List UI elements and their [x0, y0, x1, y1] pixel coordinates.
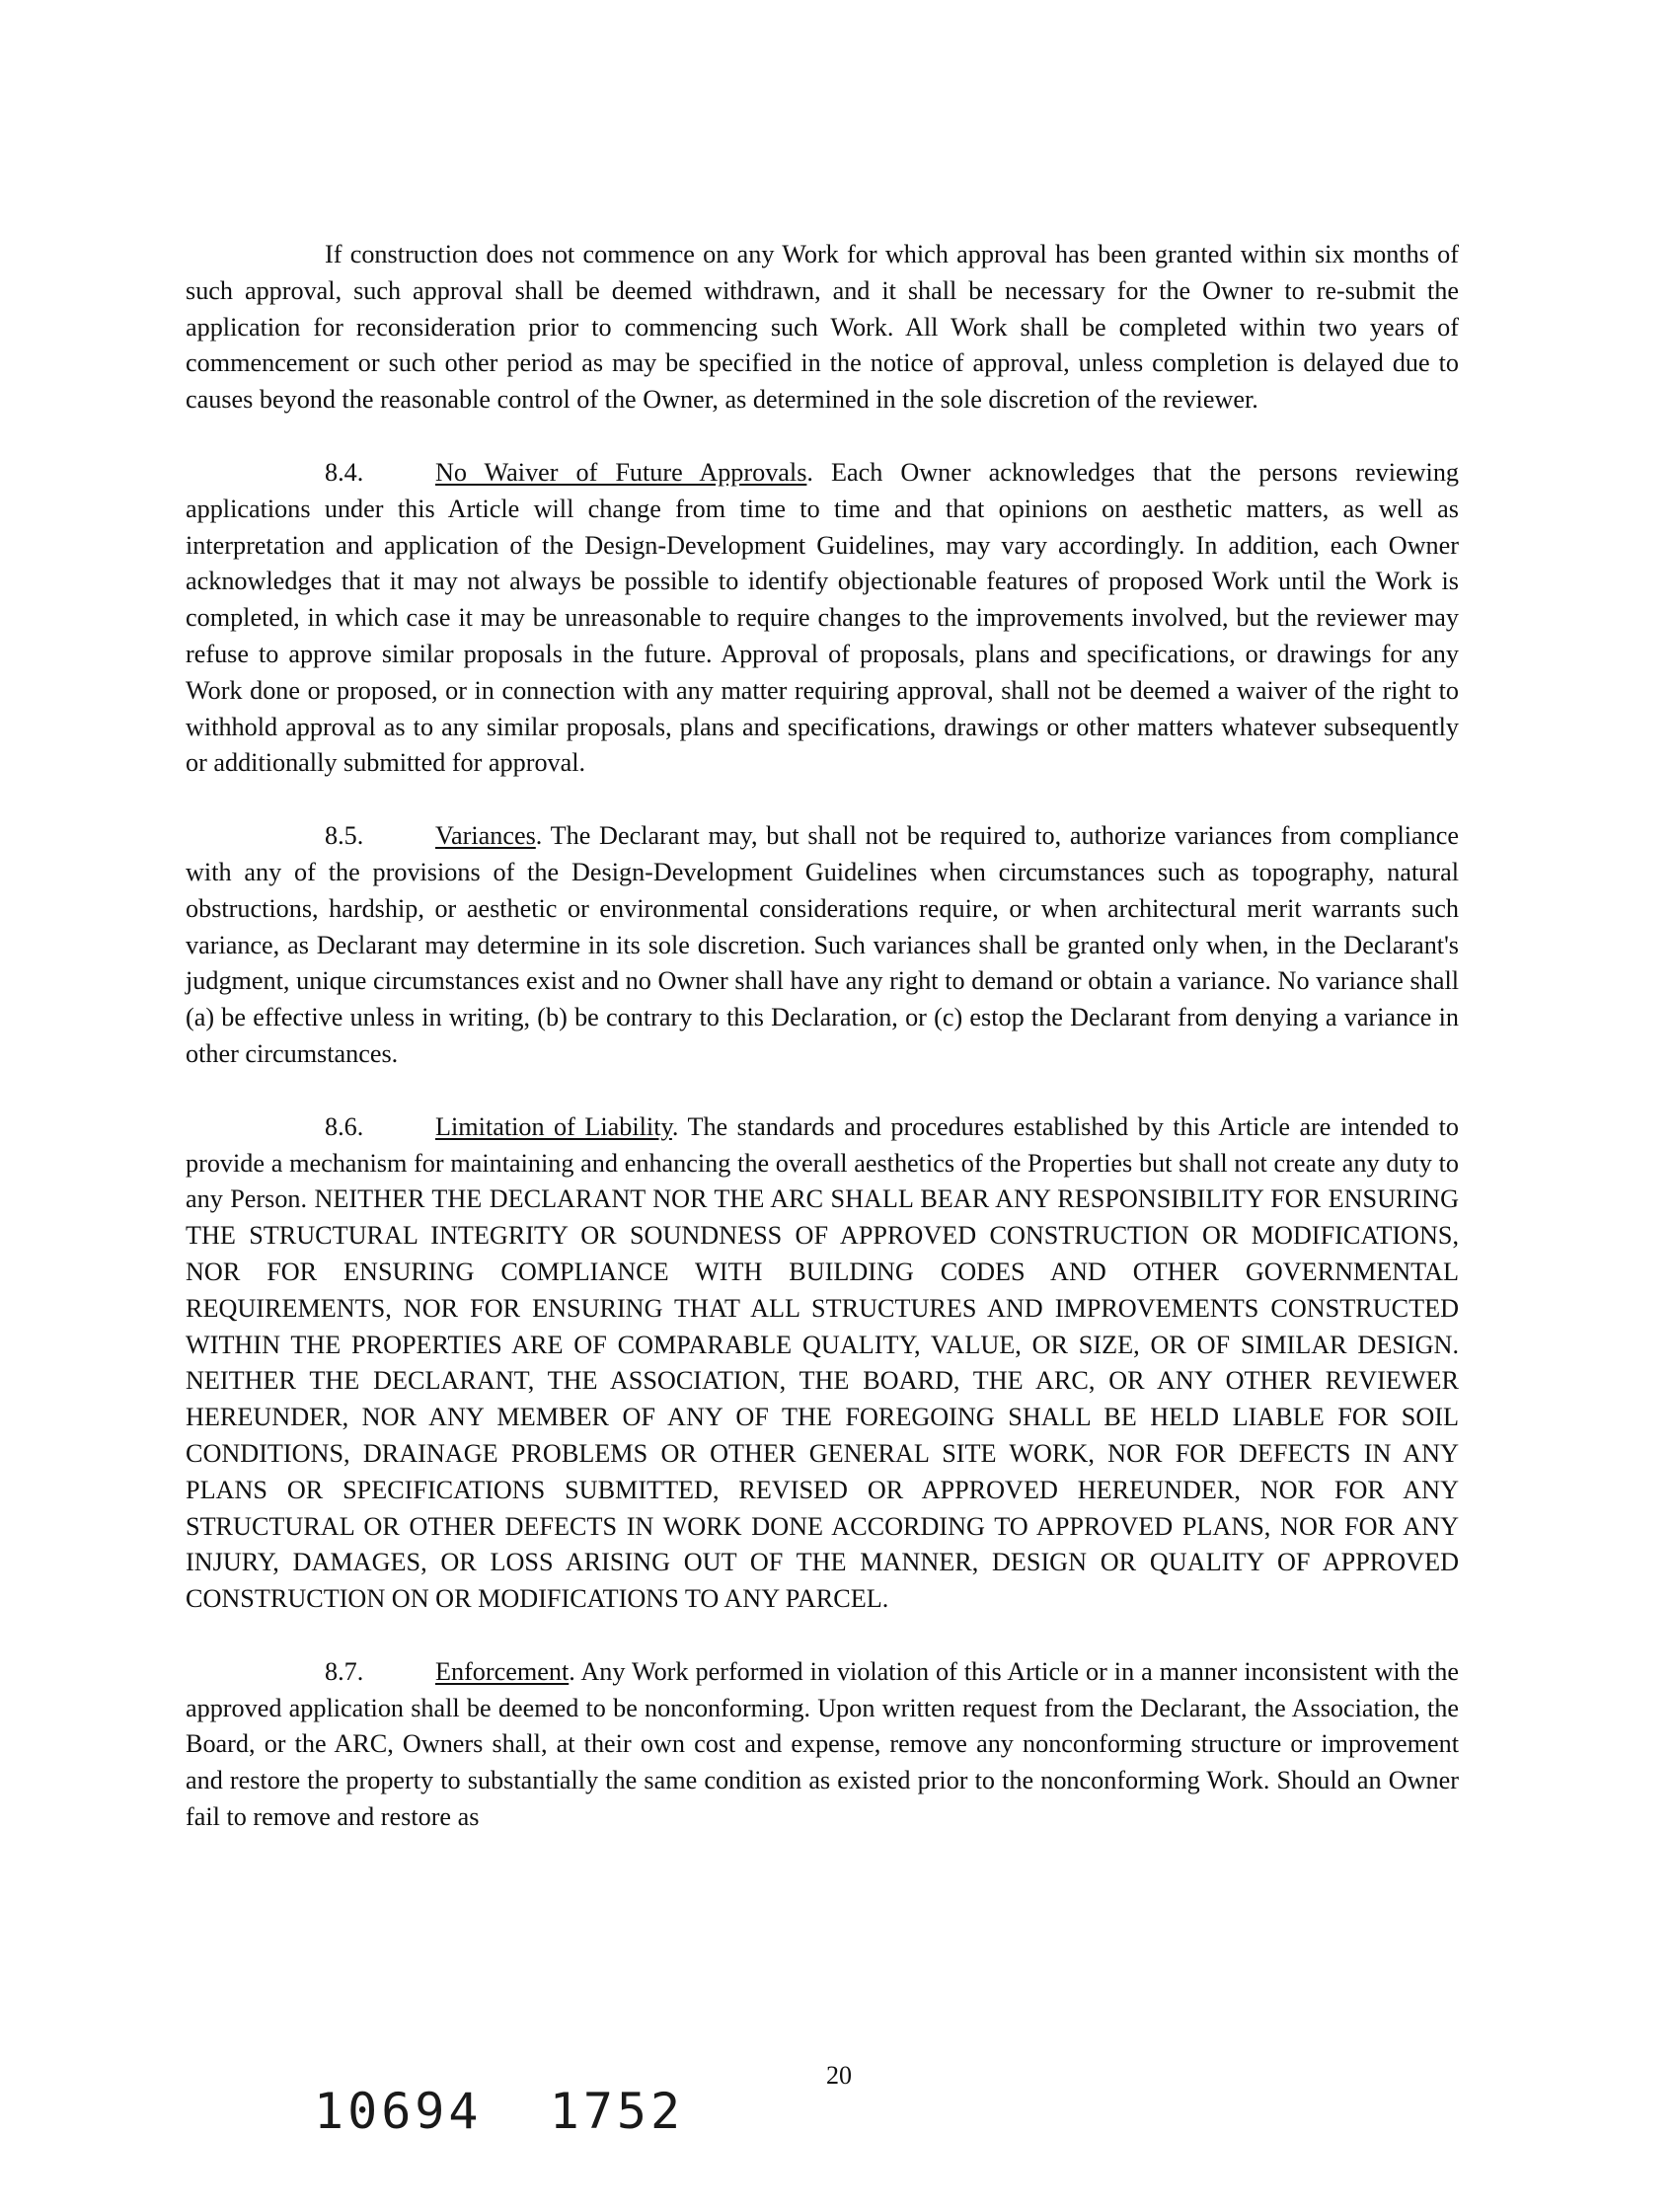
section-text: . Any Work performed in violation of this Article or in a manner inconsistent with the approved application shall be deemed to be nonconforming. Upon written request from the Declarant, the Association, the Board, or the ARC, Owners shall, at their own cost and expense, remove any nonconforming structure or improvement and restore the property to substantially the same condition as existed prior to the nonconforming Work. Should an Owner fail to remove and restore as [186, 1656, 1459, 1832]
section-heading: Variances [435, 821, 536, 851]
intro-paragraph-text: If construction does not commence on any Work for which approval has been granted within six months of such approval, such approval shall be deemed withdrawn, and it shall be necessary for the Owner to re-submit the application for reconsideration prior to commencing such Work. All Work shall be completed within two years of commencement or such other period as may be specified in the notice of approval, unless completion is delayed due to causes beyond the reasonable control of the Owner, as determined in the sole discretion of the reviewer. [186, 240, 1459, 415]
section-8-6 [186, 1109, 1459, 1618]
section-number: 8.6. [325, 1111, 364, 1141]
recording-stamp: 10694 1752 [314, 2083, 685, 2140]
section-heading: Limitation of Liability [435, 1111, 672, 1141]
section-heading: No Waiver of Future Approvals [435, 457, 807, 487]
section-heading: Enforcement [435, 1656, 570, 1686]
document-body [186, 237, 1459, 1872]
section-text: . Each Owner acknowledges that the persons reviewing applications under this Article will change from time to time and that opinions on aesthetic matters, as well as interpretation and application of the Design-Development Guidelines, may vary accordingly. In addition, each Owner acknowledges that it may not always be possible to identify objectionable features of proposed Work until the Work is completed, in which case it may be unreasonable to require changes to the improvements involved, but the reviewer may refuse to approve similar proposals in the future. Approval of proposals, plans and specifications, or drawings for any Work done or proposed, or in connection with any matter requiring approval, shall not be deemed a waiver of the right to withhold approval as to any similar proposals, plans and specifications, drawings or other matters whatever subsequently or additionally submitted for approval. [186, 457, 1460, 778]
section-8-4 [186, 455, 1459, 782]
section-number: 8.7. [325, 1656, 364, 1686]
section-8-7 [186, 1654, 1459, 1836]
section-text: . The Declarant may, but shall not be required to, authorize variances from compliance with any of the provisions of the Design-Development Guidelines when circumstances such as topography, natural obstructions, hardship, or aesthetic or environmental considerations require, or when architectural merit warrants such variance, as Declarant may determine in its sole discretion. Such variances shall be granted only when, in the Declarant's judgment, unique circumstances exist and no Owner shall have any right to demand or obtain a variance. No variance shall (a) be effective unless in writing, (b) be contrary to this Declaration, or (c) estop the Declarant from denying a variance in other circumstances. [186, 821, 1459, 1068]
section-number: 8.5. [325, 821, 364, 851]
section-text: . The standards and procedures established by this Article are intended to provide a mechanism for maintaining and enhancing the overall aesthetics of the Properties but shall not create any duty to any Person. NEITHER THE DECLARANT NOR THE ARC SHALL BEAR ANY RESPONSIBILITY FOR ENSURING THE STRUCTURAL INTEGRITY OR SOUNDNESS OF APPROVED CONSTRUCTION OR MODIFICATIONS, NOR FOR ENSURING COMPLIANCE WITH BUILDING CODES AND OTHER GOVERNMENTAL REQUIREMENTS, NOR FOR ENSURING THAT ALL STRUCTURES AND IMPROVEMENTS CONSTRUCTED WITHIN THE PROPERTIES ARE OF COMPARABLE QUALITY, VALUE, OR SIZE, OR OF SIMILAR DESIGN. NEITHER THE DECLARANT, THE ASSOCIATION, THE BOARD, THE ARC, OR ANY OTHER REVIEWER HEREUNDER, NOR ANY MEMBER OF ANY OF THE FOREGOING SHALL BE HELD LIABLE FOR SOIL CONDITIONS, DRAINAGE PROBLEMS OR OTHER GENERAL SITE WORK, NOR FOR DEFECTS IN ANY PLANS OR SPECIFICATIONS SUBMITTED, REVISED OR APPROVED HEREUNDER, NOR FOR ANY STRUCTURAL OR OTHER DEFECTS IN WORK DONE ACCORDING TO APPROVED PLANS, NOR FOR ANY INJURY, DAMAGES, OR LOSS ARISING OUT OF THE MANNER, DESIGN OR QUALITY OF APPROVED CONSTRUCTION ON OR MODIFICATIONS TO ANY PARCEL. [186, 1111, 1459, 1614]
section-number: 8.4. [325, 457, 364, 487]
section-8-5 [186, 818, 1459, 1073]
intro-paragraph [186, 237, 1459, 419]
page-number: 20 [826, 2061, 852, 2090]
